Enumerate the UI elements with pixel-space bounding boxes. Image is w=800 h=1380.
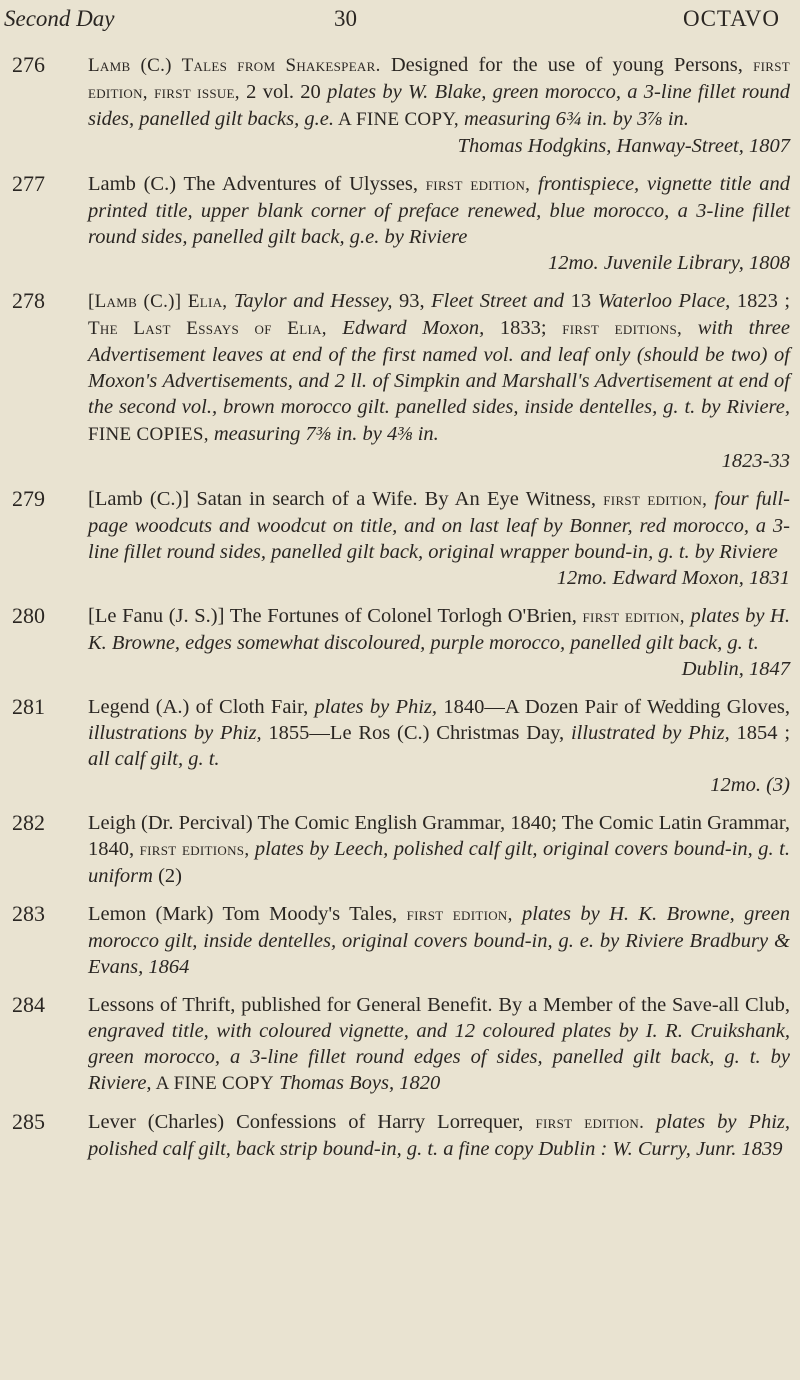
page-number: 30 xyxy=(334,6,357,31)
lot-text-segment: (2) xyxy=(152,865,182,887)
lot-text-segment: Dublin : W. Curry, Junr. 1839 xyxy=(533,1138,783,1160)
lot-text-segment: The Last Essays of Elia, xyxy=(88,318,327,339)
lot-number: 285 xyxy=(12,1109,45,1134)
lot-text-segment: frontispiece, vignette title and printed title, upper blank corner of preface renewed, blue morocco, a 3-line fillet round sides, panelled gilt back, g.e. by Riviere xyxy=(88,173,791,248)
lot-text-segment: Lamb (C.) The Adventures of Ulysses, xyxy=(88,173,426,195)
lot-text-segment: Leigh (Dr. Percival) The Comic English Grammar, 1840; The Comic Latin Grammar, 1840, xyxy=(88,812,790,860)
lot-description xyxy=(88,810,790,889)
lot-text-segment: illustrated by Phiz, xyxy=(570,722,730,744)
lot-imprint: 12mo. Juvenile Library, 1808 xyxy=(548,252,790,274)
lot-text-segment: first editions, xyxy=(562,318,683,339)
lot-text-segment: first edition, xyxy=(603,489,708,510)
lot-description xyxy=(88,992,790,1097)
lot-description xyxy=(88,1109,790,1162)
lot-text-segment: Lever (Charles) Confessions of Harry Lorrequer, xyxy=(88,1111,536,1133)
lot-text-segment: plates by H. K. Browne, edges somewhat discoloured, purple morocco, panelled gilt back, g. t. xyxy=(88,605,790,654)
lot-text-segment: [Lamb (C.)] Elia, xyxy=(88,291,228,312)
lot-text-segment: first editions, xyxy=(139,839,250,860)
lot-text-segment: 13 xyxy=(564,290,598,312)
lot-number: 279 xyxy=(12,486,45,511)
lot-description xyxy=(88,171,790,276)
lot-text-segment: Bradbury & Evans, 1864 xyxy=(88,930,790,978)
lot-text-segment: Edward Moxon, xyxy=(326,317,485,339)
lot-imprint: 1823-33 xyxy=(721,450,790,472)
lot-number: 283 xyxy=(12,901,45,926)
lot-text-segment: engraved title, with coloured vignette, and 12 coloured plates by I. R. Cruikshank, green morocco, a 3-line fillet round edges of sides, panelled gilt back, g. t. by Riviere, xyxy=(88,1020,790,1094)
header-format: OCTAVO xyxy=(682,6,780,31)
lot-text-segment: [Lamb (C.)] Satan in search of a Wife. By An Eye Witness, xyxy=(88,488,604,510)
lot-text-segment: 1855—Le Ros (C.) Christmas Day, xyxy=(261,722,571,744)
lot-text-segment: plates by H. K. Browne, green morocco gilt, inside dentelles, original covers bound-in, g. e. by Riviere xyxy=(88,903,790,952)
lot-text-segment: Legend (A.) of Cloth Fair, xyxy=(88,696,315,718)
lot-text-segment: first edition, xyxy=(406,904,513,925)
lot-text-segment: plates by Phiz, xyxy=(314,696,438,718)
lot-text-segment: first edition, xyxy=(425,174,531,195)
lot-number: 278 xyxy=(12,288,45,313)
lot-entry xyxy=(12,171,790,276)
lot-text-segment: four full-page woodcuts and woodcut on title, and on last leaf by Bonner, red morocco, a 3-line fillet round sides, panelled gilt back, original wrapper bound-in, g. t. by Riviere xyxy=(88,488,790,563)
lot-text-segment: FINE COPIES, xyxy=(88,424,214,445)
lot-text-segment: first edition, first issue, xyxy=(88,55,790,103)
header-day: Second Day xyxy=(4,6,115,31)
lot-number: 281 xyxy=(12,694,45,719)
lot-number: 284 xyxy=(12,992,45,1017)
lot-description xyxy=(88,486,790,591)
lot-entry xyxy=(12,992,790,1097)
lot-text-segment: 1840—A Dozen Pair of Wedding Gloves, xyxy=(437,696,790,718)
lot-list xyxy=(12,52,790,1174)
lot-description xyxy=(88,603,790,682)
lot-text-segment: first edition, xyxy=(582,606,685,627)
lot-text-segment: Thomas Boys, 1820 xyxy=(273,1072,441,1094)
lot-text-segment: 1833; xyxy=(484,317,563,339)
lot-description xyxy=(88,52,790,159)
lot-text-segment: Designed for the use of young Persons, xyxy=(380,54,754,76)
lot-number: 280 xyxy=(12,603,45,628)
lot-entry xyxy=(12,1109,790,1162)
lot-imprint: 12mo. Edward Moxon, 1831 xyxy=(556,567,790,589)
lot-description xyxy=(88,288,790,474)
lot-text-segment: first edition. xyxy=(535,1112,645,1133)
lot-entry xyxy=(12,52,790,159)
lot-text-segment: 1854 ; xyxy=(729,722,791,744)
lot-description xyxy=(88,901,790,980)
lot-text-segment: A FINE COPY, xyxy=(333,109,464,130)
lot-text-segment: 2 vol. 20 xyxy=(239,81,328,103)
lot-text-segment: Lamb (C.) Tales from Shakespear. xyxy=(88,55,381,76)
lot-text-segment: Lemon (Mark) Tom Moody's Tales, xyxy=(88,903,407,925)
lot-entry xyxy=(12,603,790,682)
lot-number: 282 xyxy=(12,810,45,835)
lot-text-segment: plates by W. Blake, green morocco, a 3-line fillet round sides, panelled gilt backs, g.e. xyxy=(88,81,790,130)
lot-imprint: 12mo. (3) xyxy=(710,774,790,796)
lot-number: 276 xyxy=(12,52,45,77)
lot-imprint: Dublin, 1847 xyxy=(681,658,790,680)
lot-text-segment: [Le Fanu (J. S.)] The Fortunes of Colonel Torlogh O'Brien, xyxy=(88,605,583,627)
lot-entry xyxy=(12,810,790,889)
running-header xyxy=(4,4,780,40)
lot-number: 277 xyxy=(12,171,45,196)
lot-text-segment: 93, xyxy=(392,290,432,312)
lot-entry xyxy=(12,694,790,798)
lot-text-segment: measuring 6¾ in. by 3⅞ in. xyxy=(463,108,689,130)
lot-text-segment: Lessons of Thrift, published for General Benefit. By a Member of the Save-all Club, xyxy=(88,994,790,1016)
lot-imprint: Thomas Hodgkins, Hanway-Street, 1807 xyxy=(457,135,790,157)
lot-text-segment: illustrations by Phiz, xyxy=(88,722,262,744)
lot-text-segment: 1823 ; xyxy=(730,290,791,312)
lot-entry xyxy=(12,486,790,591)
lot-entry xyxy=(12,288,790,474)
lot-entry xyxy=(12,901,790,980)
lot-text-segment: Taylor and Hessey, xyxy=(227,290,393,312)
lot-text-segment: plates by Phiz, polished calf gilt, back strip bound-in, g. t. a fine copy xyxy=(88,1111,791,1160)
lot-text-segment: all calf gilt, g. t. xyxy=(88,748,220,770)
lot-description xyxy=(88,694,790,798)
lot-text-segment: Waterloo Place, xyxy=(597,290,731,312)
lot-text-segment: A FINE COPY xyxy=(151,1073,274,1094)
lot-text-segment: with three Advertisement leaves at end of the first named vol. and leaf only (should be two) of Moxon's Advertisements, and 2 ll. of Simpkin and Marshall's Advertisement at end of the second vol., brown morocco gilt. panelled sides, inside dentelles, g. t. by Riviere, xyxy=(88,317,791,418)
lot-text-segment: Fleet Street and xyxy=(431,290,565,312)
lot-text-segment: plates by Leech, polished calf gilt, original covers bound-in, g. t. uniform xyxy=(88,838,791,887)
lot-text-segment: measuring 7⅜ in. by 4⅜ in. xyxy=(213,423,439,445)
